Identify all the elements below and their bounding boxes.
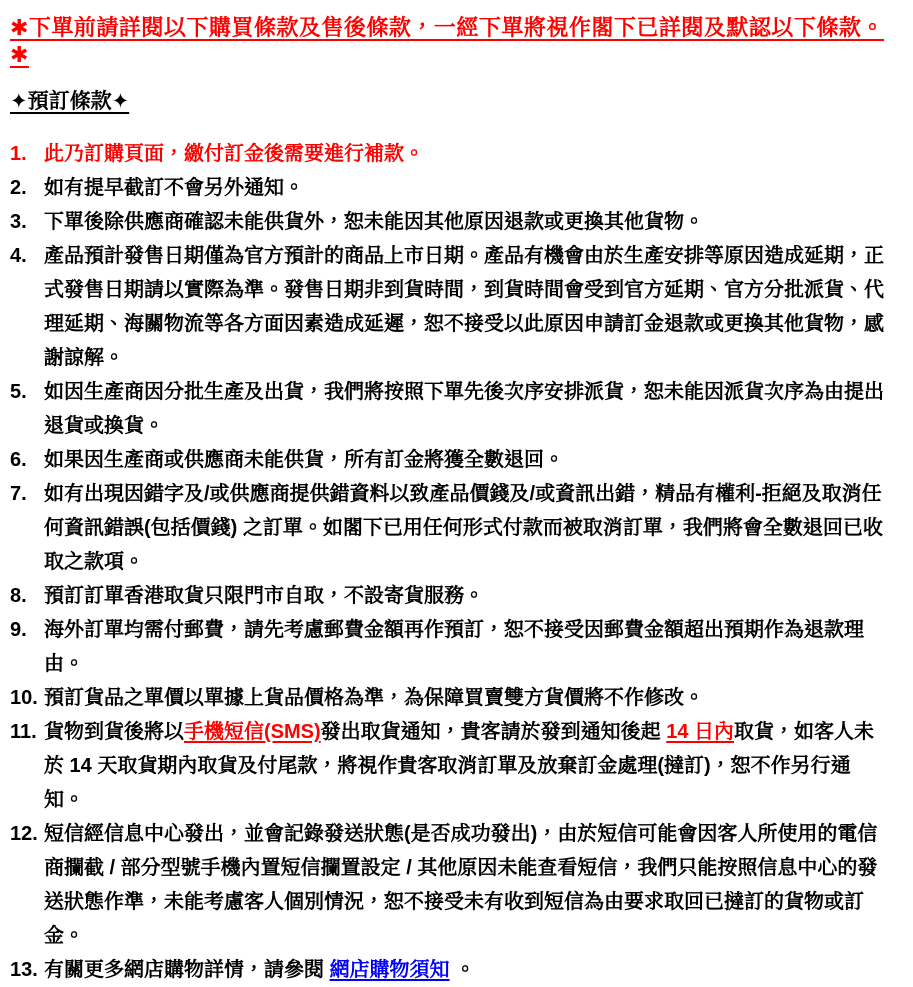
text-run: 取貨，如客人未於 14 天取貨期內取貨及付尾款，將視作貴客取消訂單及放棄訂金處理(撻訂)，恕不作另行通知。 xyxy=(44,721,875,811)
term-item xyxy=(10,443,889,477)
term-item-number: 1. xyxy=(10,143,27,165)
text-run: 預訂貨品之單價以單據上貨品價格為準，為保障買賣雙方貨價將不作修改。 xyxy=(44,687,704,709)
term-item-text xyxy=(44,953,889,987)
text-run: 如因生產商因分批生產及出貨，我們將按照下單先後次序安排派貨，恕未能因派貨次序為由提出退貨或換貨。 xyxy=(44,381,884,437)
term-item-number: 2. xyxy=(10,177,27,199)
preorder-terms-title: ✦預訂條款✦ xyxy=(10,90,130,113)
purchase-notice-header: ✱下單前請詳閱以下購買條款及售後條款，一經下單將視作閣下已詳閱及默認以下條款。✱ xyxy=(10,15,884,67)
term-item xyxy=(10,613,889,681)
term-item-number: 8. xyxy=(10,585,27,607)
term-item xyxy=(10,715,889,817)
term-item-text xyxy=(44,477,889,579)
text-run: 發出取貨通知，貴客請於發到通知後起 xyxy=(320,721,667,743)
term-item-number: 4. xyxy=(10,245,27,267)
term-item xyxy=(10,817,889,953)
term-item xyxy=(10,681,889,715)
term-item-text xyxy=(44,579,889,613)
text-run: 如有出現因錯字及/或供應商提供錯資料以致產品價錢及/或資訊出錯，精品有權利-拒絕及取消任何資訊錯誤(包括價錢) 之訂單。如閣下已用任何形式付款而被取消訂單，我們將會全數退回已收取之款項。 xyxy=(44,483,883,573)
term-item-number: 6. xyxy=(10,449,27,471)
term-item-text xyxy=(44,715,889,817)
text-run: 下單後除供應商確認未能供貨外，恕未能因其他原因退款或更換其他貨物。 xyxy=(44,211,704,233)
term-item-text xyxy=(44,817,889,953)
term-item-text xyxy=(44,443,889,477)
term-item-text xyxy=(44,205,889,239)
terms-list xyxy=(10,137,889,987)
term-item xyxy=(10,205,889,239)
term-item-number: 9. xyxy=(10,619,27,641)
text-run: 此乃訂購頁面，繳付訂金後需要進行補款。 xyxy=(44,143,424,165)
term-item-number: 11. xyxy=(10,721,37,743)
text-run: 有關更多網店購物詳情，請參閱 xyxy=(44,959,330,981)
text-run: 預訂訂單香港取貨只限門市自取，不設寄貨服務。 xyxy=(44,585,484,607)
term-item-number: 13. xyxy=(10,959,38,981)
term-item-text xyxy=(44,137,889,171)
term-item xyxy=(10,137,889,171)
term-item xyxy=(10,477,889,579)
term-item-number: 7. xyxy=(10,483,27,505)
term-item-number: 12. xyxy=(10,823,38,845)
term-item-text xyxy=(44,375,889,443)
term-item-number: 10. xyxy=(10,687,38,709)
term-item xyxy=(10,171,889,205)
term-item-text xyxy=(44,239,889,375)
term-item-text xyxy=(44,171,889,205)
text-run: 。 xyxy=(449,959,476,981)
term-item xyxy=(10,375,889,443)
text-run: 短信經信息中心發出，並會記錄發送狀態(是否成功發出)，由於短信可能會因客人所使用的電信商攔截 / 部分型號手機內置短信攔置設定 / 其他原因未能查看短信，我們只能按照信息中心的發送狀態作準，未能考慮客人個別情況，恕不接受未有收到短信為由要求取回已撻訂的貨物或訂金。 xyxy=(44,823,878,947)
text-run: 貨物到貨後將以 xyxy=(44,721,184,743)
term-item xyxy=(10,579,889,613)
text-run: 如有提早截訂不會另外通知。 xyxy=(44,177,304,199)
term-item-text xyxy=(44,613,889,681)
term-item-number: 3. xyxy=(10,211,27,233)
term-item xyxy=(10,239,889,375)
text-run: 如果因生產商或供應商未能供貨，所有訂金將獲全數退回。 xyxy=(44,449,564,471)
term-item-number: 5. xyxy=(10,381,27,403)
text-run: 產品預計發售日期僅為官方預計的商品上市日期。產品有機會由於生產安排等原因造成延期，正式發售日期請以實際為準。發售日期非到貨時間，到貨時間會受到官方延期、官方分批派貨、代理延期、海關物流等各方面因素造成延遲，恕不接受以此原因申請訂金退款或更換其他貨物，感謝諒解。 xyxy=(44,245,884,369)
red-underline-emphasis: 手機短信(SMS) xyxy=(184,721,321,743)
term-item xyxy=(10,953,889,987)
text-run: 海外訂單均需付郵費，請先考慮郵費金額再作預訂，恕不接受因郵費金額超出預期作為退款理由。 xyxy=(44,619,864,675)
red-underline-emphasis: 14 日內 xyxy=(666,721,735,743)
shop-guide-link[interactable]: 網店購物須知 xyxy=(329,959,450,981)
term-item-text xyxy=(44,681,889,715)
